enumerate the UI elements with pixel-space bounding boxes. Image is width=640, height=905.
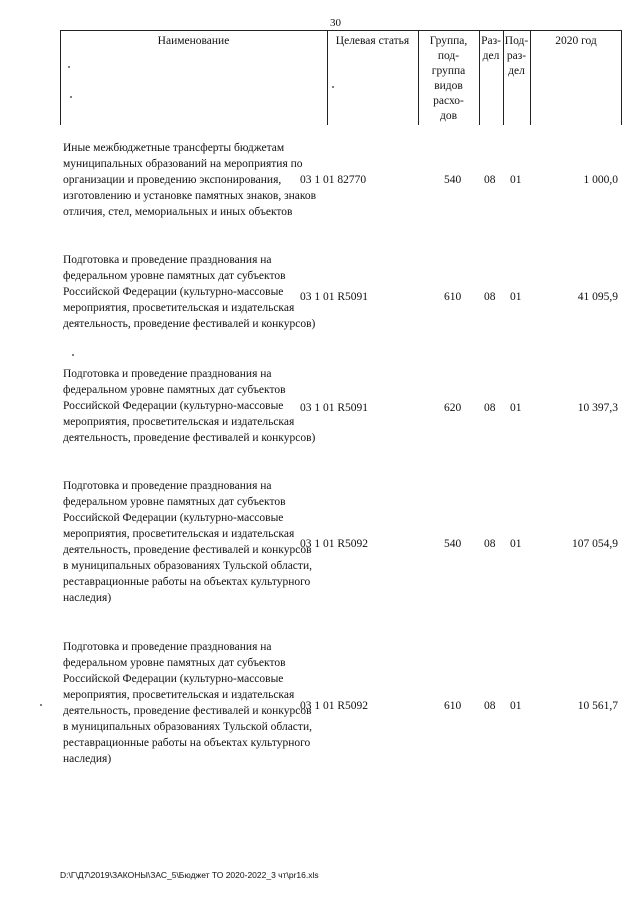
header-razdel-line: Раз- (481, 35, 501, 47)
header-group (418, 34, 479, 124)
row-amount: 1 000,0 (583, 174, 618, 186)
row-name: Иные межбюджетные трансферты бюджетам муниципальных образований на мероприятия по организации и проведению экспонирования, изготовлению и установке памятных знаков, знаков отличия, стел, мемориальных и иных объектов (63, 142, 317, 218)
scan-speck (40, 704, 42, 706)
header-group-line: группа (431, 65, 466, 77)
row-amount: 107 054,9 (572, 538, 618, 550)
header-podrazdel-line: Под- (504, 35, 529, 47)
header-group-line: дов (439, 110, 458, 122)
row-name: Подготовка и проведение празднования на федеральном уровне памятных дат субъектов Российской Федерации (культурно-массовые мероприятия, просветительская и издательская деятельность, проведение фестивалей и конкурсов) (63, 368, 316, 444)
header-year: 2020 год (555, 35, 597, 47)
row-group: 610 (444, 700, 462, 712)
row-razdel: 08 (484, 291, 496, 303)
header-podrazdel (503, 34, 530, 79)
row-name: Подготовка и проведение празднования на федеральном уровне памятных дат субъектов Российской Федерации (культурно-массовые мероприятия, просветительская и издательская деятельность, проведение фестивалей и конкурсов) (63, 254, 316, 330)
row-podrazdel: 01 (510, 538, 522, 550)
row-name: Подготовка и проведение празднования на федеральном уровне памятных дат субъектов Российской Федерации (культурно-массовые мероприятия, просветительская и издательская деятельность, проведение фестивалей и конкурсов в муниципальных образованиях Тульской области, реставрационные работы на объектах культурного наследия) (63, 480, 312, 604)
row-podrazdel: 01 (510, 700, 522, 712)
header-name: Наименование (157, 35, 230, 47)
header-podrazdel-line: дел (508, 65, 525, 77)
header-podrazdel-line: раз- (506, 50, 527, 62)
row-podrazdel: 01 (510, 291, 522, 303)
scan-speck (68, 66, 70, 68)
row-code: 03 1 01 R5092 (300, 700, 369, 712)
row-podrazdel: 01 (510, 174, 522, 186)
row-amount: 10 397,3 (577, 402, 618, 414)
header-group-line: Группа, (429, 35, 468, 47)
row-amount: 41 095,9 (577, 291, 618, 303)
header-group-line: под- (437, 50, 460, 62)
header-group-line: расхо- (433, 95, 464, 107)
row-razdel: 08 (484, 402, 496, 414)
row-podrazdel: 01 (510, 402, 522, 414)
row-name: Подготовка и проведение празднования на федеральном уровне памятных дат субъектов Российской Федерации (культурно-массовые мероприятия, просветительская и издательская деятельность, проведение фестивалей и конкурсов в муниципальных образованиях Тульской области, реставрационные работы на объектах культурного наследия) (63, 641, 312, 765)
row-amount: 10 561,7 (577, 700, 618, 712)
row-razdel: 08 (484, 174, 496, 186)
row-code: 03 1 01 R5091 (300, 291, 369, 303)
row-group: 540 (444, 174, 462, 186)
scan-speck (70, 96, 72, 98)
row-group: 540 (444, 538, 462, 550)
row-code: 03 1 01 82770 (300, 174, 367, 186)
page-number: 30 (330, 17, 341, 29)
row-razdel: 08 (484, 700, 496, 712)
header-group-line: видов (434, 80, 463, 92)
scan-speck (332, 86, 334, 88)
scan-speck (72, 354, 74, 356)
header-target: Целевая статья (335, 35, 410, 47)
header-razdel-line: дел (482, 50, 500, 62)
row-code: 03 1 01 R5091 (300, 402, 369, 414)
row-code: 03 1 01 R5092 (300, 538, 369, 550)
row-group: 620 (444, 402, 462, 414)
row-razdel: 08 (484, 538, 496, 550)
header-razdel (479, 34, 503, 64)
row-group: 610 (444, 291, 462, 303)
file-path-footer: D:\Г\Д7\2019\ЗАКОНЫ\ЗАС_5\Бюджет ТО 2020-2022_3 чт\pr16.xls (60, 870, 319, 880)
